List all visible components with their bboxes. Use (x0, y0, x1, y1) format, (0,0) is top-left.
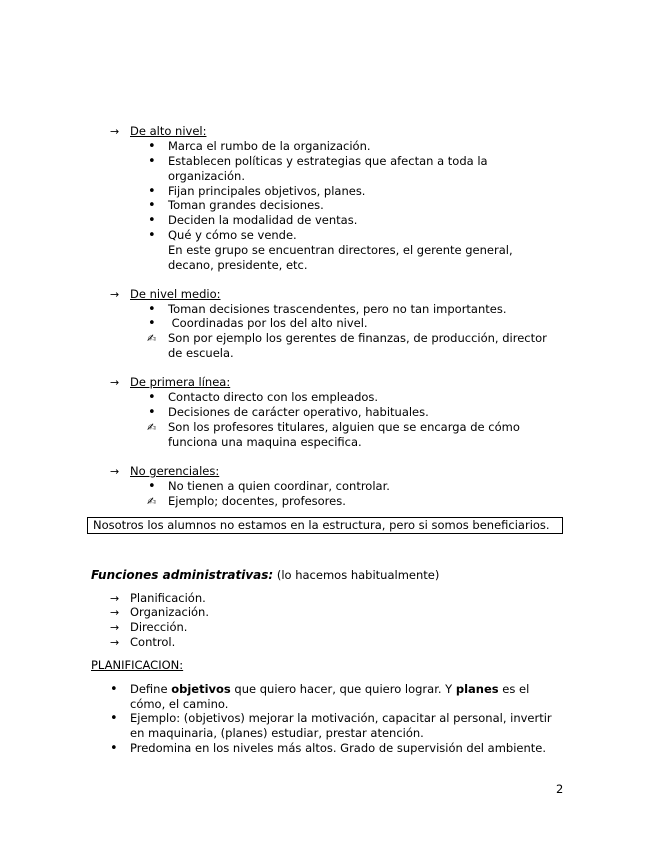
arrow-icon: → (110, 288, 120, 301)
bullet-icon: • (148, 213, 156, 228)
arrow-icon: → (110, 606, 120, 619)
list-item: Predomina en los niveles más altos. Grado de supervisión del ambiente. (130, 741, 547, 755)
bullet-icon: • (148, 228, 156, 243)
arrow-icon: → (110, 592, 120, 605)
list-item: Toman grandes decisiones. (168, 198, 324, 212)
level-title: De nivel medio: (130, 287, 221, 301)
list-item: Deciden la modalidad de ventas. (168, 213, 358, 227)
list-item: Organización. (130, 605, 209, 619)
list-item: Decisiones de carácter operativo, habituales. (168, 405, 429, 419)
list-item: Contacto directo con los empleados. (168, 390, 379, 404)
bullet-icon: • (148, 390, 156, 405)
section-heading: Funciones administrativas: (91, 568, 274, 582)
list-item: Control. (130, 635, 176, 649)
page-number: 2 (556, 782, 564, 796)
text-run: es el (498, 682, 530, 696)
bold-text-run: planes (455, 682, 499, 696)
bullet-icon: • (148, 479, 156, 494)
list-item: Son los profesores titulares, alguien que se encarga de cómo (168, 420, 520, 434)
arrow-icon: → (110, 621, 120, 634)
list-item-continuation: decano, presidente, etc. (168, 258, 308, 272)
list-item: Qué y cómo se vende. (168, 228, 297, 242)
list-item-continuation: organización. (168, 169, 245, 183)
section-heading-note: (lo hacemos habitualmente) (273, 568, 440, 582)
hand-writing-icon: ✍ (147, 332, 157, 345)
list-item: Ejemplo; docentes, profesores. (168, 494, 346, 508)
level-title: No gerenciales: (130, 464, 220, 478)
list-item-continuation: funciona una maquina especifica. (168, 435, 362, 449)
arrow-icon: → (110, 376, 120, 389)
arrow-icon: → (110, 636, 120, 649)
bullet-icon: • (148, 316, 156, 331)
bullet-icon: • (148, 198, 156, 213)
list-item: Establecen políticas y estrategias que afectan a toda la (168, 154, 488, 168)
bold-text-run: objetivos (171, 682, 231, 696)
list-item-continuation: En este grupo se encuentran directores, el gerente general, (168, 243, 513, 257)
bullet-icon: • (110, 711, 118, 726)
list-item: Ejemplo: (objetivos) mejorar la motivación, capacitar al personal, invertir (130, 711, 552, 725)
list-item: Son por ejemplo los gerentes de finanzas, de producción, director (168, 331, 547, 345)
list-item: Toman decisiones trascendentes, pero no tan importantes. (168, 302, 507, 316)
list-item-continuation: de escuela. (168, 346, 234, 360)
boxed-note (87, 517, 563, 534)
hand-writing-icon: ✍ (147, 421, 157, 434)
text-run: que quiero hacer, que quiero lograr. Y (230, 682, 456, 696)
bullet-icon: • (148, 302, 156, 317)
text-run: Define (130, 682, 172, 696)
bullet-icon: • (148, 139, 156, 154)
planificacion-title: PLANIFICACION: (91, 658, 184, 672)
bullet-icon: • (110, 682, 118, 697)
list-item: No tienen a quien coordinar, controlar. (168, 479, 390, 493)
arrow-icon: → (110, 465, 120, 478)
bullet-icon: • (110, 741, 118, 756)
list-item: Planificación. (130, 591, 206, 605)
funciones-heading-line (91, 568, 439, 583)
list-item-continuation: cómo, el camino. (130, 697, 229, 711)
list-item: Coordinadas por los del alto nivel. (168, 316, 368, 330)
bullet-icon: • (148, 154, 156, 169)
list-item (130, 682, 529, 697)
bullet-icon: • (148, 184, 156, 199)
bullet-icon: • (148, 405, 156, 420)
list-item-continuation: en maquinaria, (planes) estudiar, prestar atención. (130, 726, 424, 740)
level-title: De primera línea: (130, 375, 231, 389)
arrow-icon: → (110, 125, 120, 138)
list-item: Marca el rumbo de la organización. (168, 139, 371, 153)
list-item: Dirección. (130, 620, 188, 634)
list-item: Fijan principales objetivos, planes. (168, 184, 366, 198)
boxed-note-text: Nosotros los alumnos no estamos en la estructura, pero si somos beneficiarios. (93, 518, 550, 532)
hand-writing-icon: ✍ (147, 495, 157, 508)
level-title: De alto nivel: (130, 124, 207, 138)
